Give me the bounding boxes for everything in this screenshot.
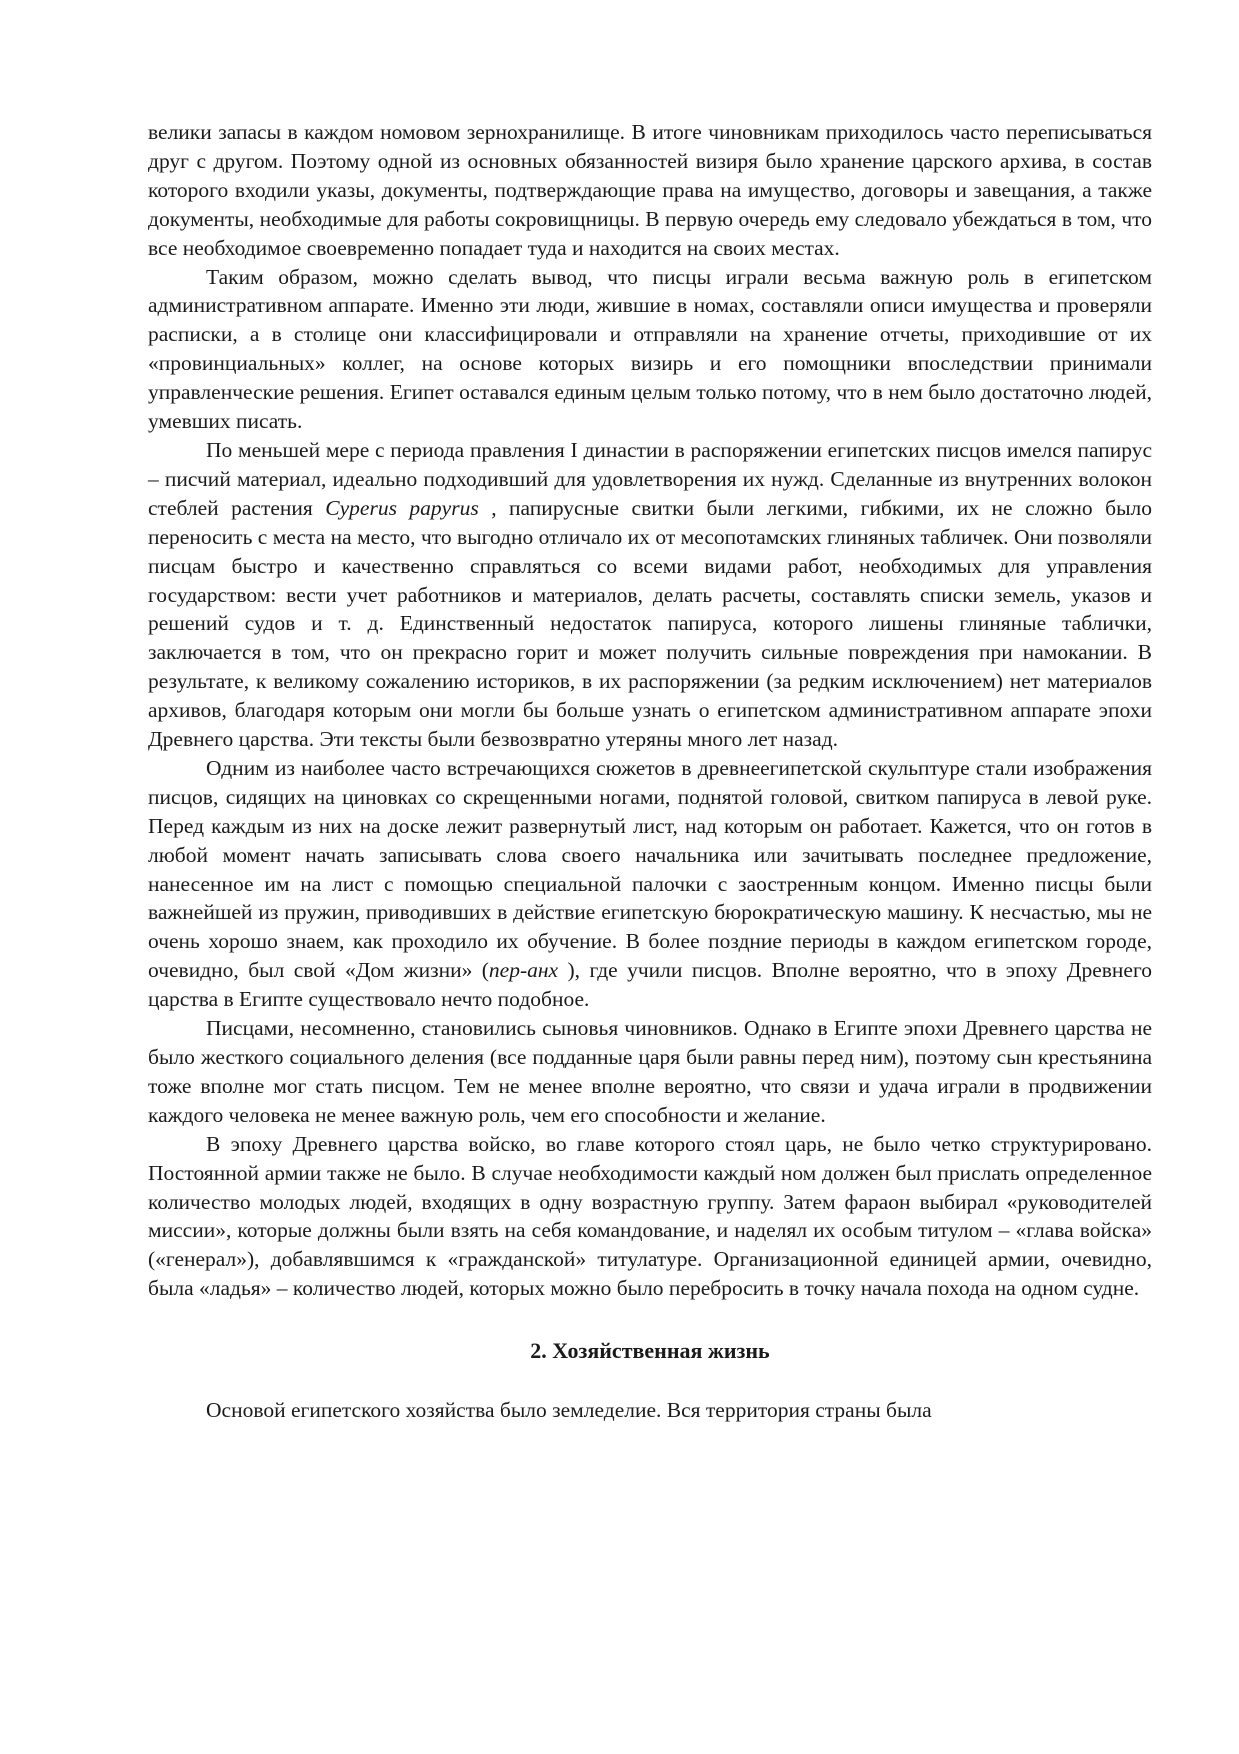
paragraph <box>148 1014 1152 1130</box>
paragraph <box>148 754 1152 1014</box>
paragraph <box>148 1130 1152 1303</box>
paragraph <box>148 436 1152 754</box>
text-run: По меньшей мере с периода правления I династии в распоряжении египетских писцов имелся папирус – писчий материал, идеально подходивший для удовлетворения их нужд. Сделанные из внутренних волокон стеблей растения <box>148 437 1152 520</box>
italic-term: пер-анх <box>488 958 559 983</box>
section-heading: 2. Хозяйственная жизнь <box>530 1338 770 1364</box>
text-run: , папирусные свитки были легкими, гибкими, их не сложно было переносить с места на место, что выгодно отличало их от месопотамских глиняных табличек. Они позволяли писцам быстро и качественно справляться со всеми видами работ, необходимых для управления государством: вести учет работников и материалов, делать расчеты, составлять списки земель, указов и решений судов и т. д. Единственный недостаток папируса, которого лишены глиняные таблички, заключается в том, что он прекрасно горит и может получить сильные повреждения при намокании. В результате, к великому сожалению историков, в их распоряжении (за редким исключением) нет материалов архивов, благодаря которым они могли бы больше узнать о египетском административном аппарате эпохи Древнего царства. Эти тексты были безвозвратно утеряны много лет назад. <box>148 495 1153 752</box>
document-page <box>148 118 1152 1425</box>
text-run: Писцами, несомненно, становились сыновья чиновников. Однако в Египте эпохи Древнего царства не было жесткого социального деления (все подданные царя были равны перед ним), поэтому сын крестьянина тоже вполне мог стать писцом. Тем не менее вполне вероятно, что связи и удача играли в продвижении каждого человека не менее важную роль, чем его способности и желание. <box>148 1016 1152 1127</box>
body-text <box>148 118 1152 1303</box>
paragraph <box>148 263 1152 436</box>
text-run: Одним из наиболее часто встречающихся сюжетов в древнеегипетской скульптуре стали изображения писцов, сидящих на циновках со скрещенными ногами, поднятой головой, свитком папируса в левой руке. Перед каждым из них на доске лежит развернутый лист, над которым он работает. Кажется, что он готов в любой момент начать записывать слова своего начальника или зачитывать последнее предложение, нанесенное им на лист с помощью специальной палочки с заостренным концом. Именно писцы были важнейшей из пружин, приводивших в действие египетскую бюрократическую машину. К несчастью, мы не очень хорошо знаем, как проходило их обучение. В более поздние периоды в каждом египетском городе, очевидно, был свой «Дом жизни» ( <box>148 755 1152 983</box>
text-run: велики запасы в каждом номовом зернохранилище. В итоге чиновникам приходилось часто переписываться друг с другом. Поэтому одной из основных обязанностей визиря было хранение царского архива, в состав которого входили указы, документы, подтверждающие права на имущество, договоры и завещания, а также документы, необходимые для работы сокровищницы. В первую очередь ему следовало убеждаться в том, что все необходимое своевременно попадает туда и находится на своих местах. <box>148 120 1152 260</box>
italic-term: Cyperus papyrus <box>325 495 479 520</box>
paragraph <box>148 118 1152 263</box>
text-run: ), где учили писцов. Вполне вероятно, что в эпоху Древнего царства в Египте существовало нечто подобное. <box>148 958 1152 1012</box>
text-run: Таким образом, можно сделать вывод, что писцы играли весьма важную роль в египетском административном аппарате. Именно эти люди, жившие в номах, составляли описи имущества и проверяли расписки, а в столице они классифицировали и отправляли на хранение отчеты, приходившие от их «провинциальных» коллег, на основе которых визирь и его помощники впоследствии принимали управленческие решения. Египет оставался единым целым только потому, что в нем было достаточно людей, умевших писать. <box>148 264 1152 434</box>
text-run: В эпоху Древнего царства войско, во главе которого стоял царь, не было четко структурировано. Постоянной армии также не было. В случае необходимости каждый ном должен был прислать определенное количество молодых людей, входящих в одну возрастную группу. Затем фараон выбирал «руководителей миссии», которые должны были взять на себя командование, и наделял их особым титулом – «глава войска» («генерал»), добавлявшимся к «гражданской» титулатуре. Организационной единицей армии, очевидно, была «ладья» – количество людей, которых можно было перебросить в точку начала похода на одном судне. <box>148 1131 1152 1301</box>
paragraph-final: Основой египетского хозяйства было земледелие. Вся территория страны была <box>206 1398 932 1423</box>
